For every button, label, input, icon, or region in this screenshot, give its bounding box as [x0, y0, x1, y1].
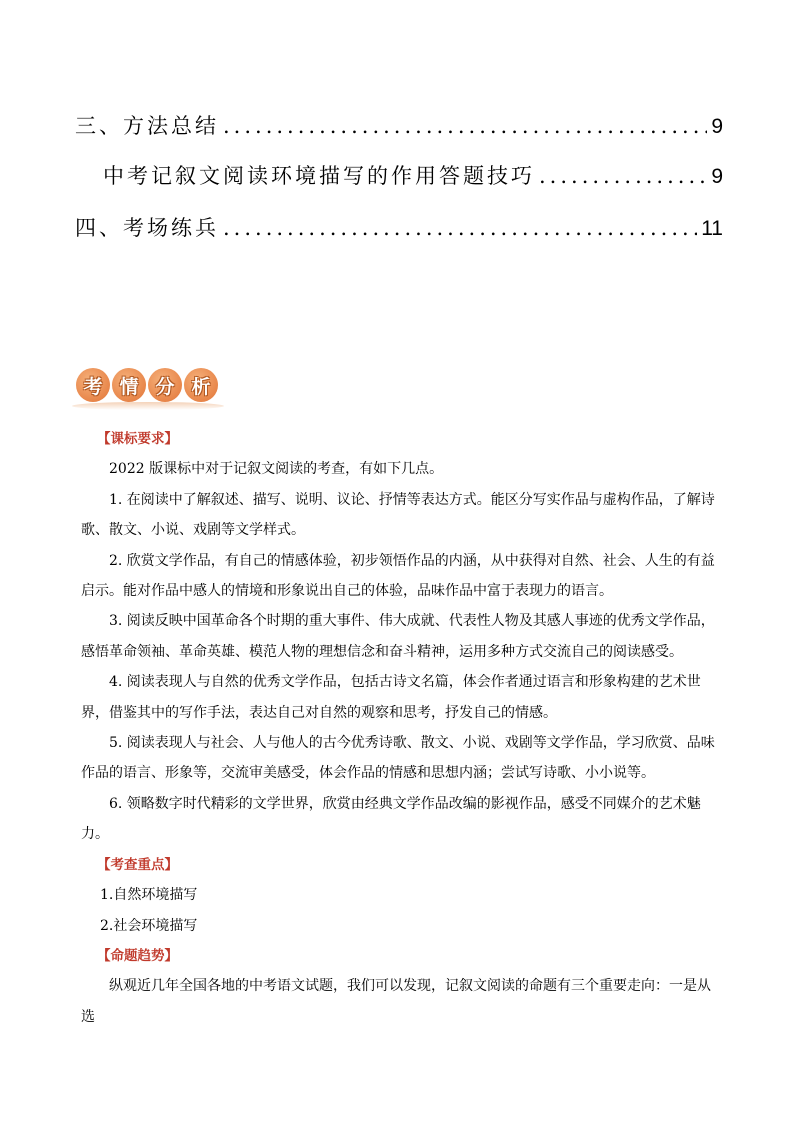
paragraph-item: 5. 阅读表现人与社会、人与他人的古今优秀诗歌、散文、小说、戏剧等文学作品，学习欣赏、品味作品的语言、形象等，交流审美感受，体会作品的情感和思想内涵；尝试写诗歌、小小说等。: [81, 735, 715, 782]
toc-page-number: 11: [701, 217, 723, 240]
toc-leader-dots: [223, 114, 707, 138]
section-heading-curriculum: 【课标要求】: [97, 431, 178, 447]
section-heading-trend: 【命题趋势】: [97, 947, 178, 964]
section-heading-focus: 【考查重点】: [97, 856, 178, 873]
main-content: [81, 424, 723, 1032]
toc-page-number: 9: [711, 115, 723, 138]
toc-entry-answer-tips[interactable]: [103, 160, 723, 190]
badge-char: 情: [112, 368, 146, 402]
toc-leader-dots: [223, 216, 697, 240]
badge-char: 分: [148, 368, 182, 402]
list-item: 2.社会环境描写: [100, 917, 198, 934]
section-badge-shadow: [72, 402, 224, 410]
toc-title: 三、方法总结: [75, 114, 219, 138]
section-badge: [76, 368, 218, 402]
toc-leader-dots: [539, 164, 707, 188]
paragraph-item: 2. 欣赏文学作品，有自己的情感体验，初步领悟作品的内涵，从中获得对自然、社会、人生的有益启示。能对作品中感人的情境和形象说出自己的体验，品味作品中富于表现力的语言。: [81, 552, 715, 600]
list-item: 1.自然环境描写: [100, 887, 198, 904]
paragraph-item: 6. 领略数字时代精彩的文学世界，欣赏由经典文学作品改编的影视作品，感受不同媒介的艺术魅力。: [81, 795, 701, 843]
toc-entry-practice[interactable]: [75, 212, 723, 242]
toc-entry-method-summary[interactable]: [75, 110, 723, 140]
toc-title: 中考记叙文阅读环境描写的作用答题技巧: [103, 164, 535, 188]
paragraph-trend: 纵观近几年全国各地的中考语文试题，我们可以发现，记叙文阅读的命题有三个重要走向：一是从选: [81, 978, 711, 1025]
toc-title: 四、考场练兵: [75, 216, 219, 240]
paragraph-item: 4. 阅读表现人与自然的优秀文学作品，包括古诗文名篇，体会作者通过语言和形象构建的艺术世界，借鉴其中的写作手法，表达自己对自然的观察和思考，抒发自己的情感。: [81, 674, 701, 721]
paragraph-intro: 2022 版课标中对于记叙文阅读的考查，有如下几点。: [109, 461, 444, 478]
badge-char: 析: [184, 368, 218, 402]
badge-char: 考: [76, 368, 110, 402]
toc-page-number: 9: [711, 165, 723, 188]
paragraph-item: 3. 阅读反映中国革命各个时期的重大事件、伟大成就、代表性人物及其感人事迹的优秀文学作品，感悟革命领袖、革命英雄、模范人物的理想信念和奋斗精神，运用多种方式交流自己的阅读感受。: [81, 613, 715, 660]
paragraph-item: 1. 在阅读中了解叙述、描写、说明、议论、抒情等表达方式。能区分写实作品与虚构作品，了解诗歌、散文、小说、戏剧等文学样式。: [81, 491, 715, 539]
